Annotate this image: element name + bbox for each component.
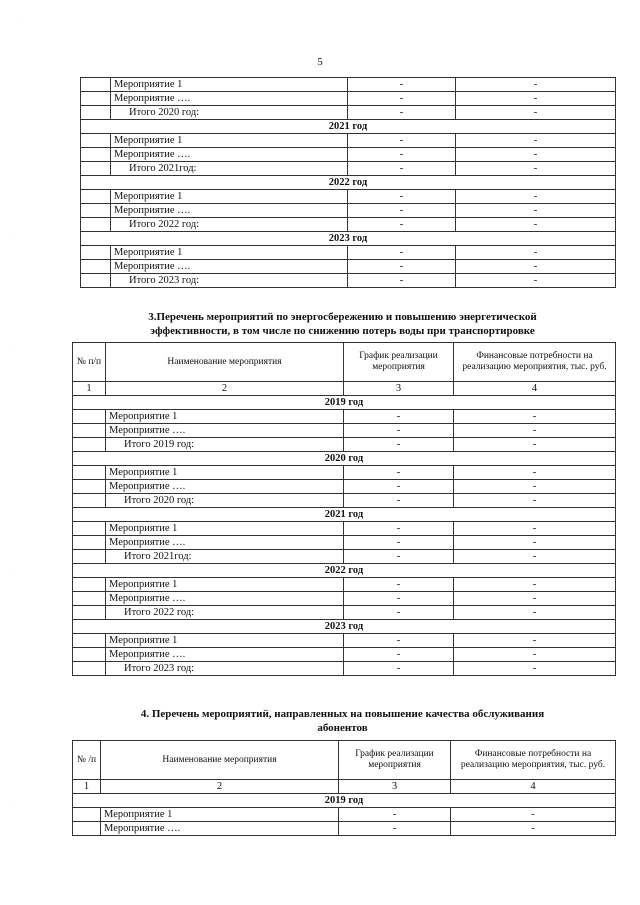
measure-name: Мероприятие 1 <box>106 466 344 480</box>
section-3-title <box>70 310 615 338</box>
schedule-cell: - <box>344 466 454 480</box>
year-label: 2023 год <box>73 620 616 634</box>
schedule-cell: - <box>348 134 456 148</box>
header-row <box>73 343 616 382</box>
scan-speck: ˙ <box>14 804 16 810</box>
finance-cell: - <box>456 92 616 106</box>
total-row <box>81 106 616 120</box>
year-row <box>73 564 616 578</box>
schedule-cell: - <box>348 260 456 274</box>
schedule-cell: - <box>348 162 456 176</box>
row-number-cell <box>81 246 111 260</box>
table-row <box>81 92 616 106</box>
total-row <box>73 438 616 452</box>
measure-name: Итого 2022 год: <box>111 218 348 232</box>
service-quality-table <box>72 740 616 836</box>
year-row <box>73 794 616 808</box>
year-label: 2022 год <box>73 564 616 578</box>
row-number-cell <box>73 808 101 822</box>
table-row <box>81 204 616 218</box>
year-row <box>81 176 616 190</box>
finance-cell: - <box>454 592 616 606</box>
table-row <box>73 536 616 550</box>
measure-name: Мероприятие 1 <box>106 578 344 592</box>
row-number-cell <box>73 438 106 452</box>
column-number: 3 <box>339 780 451 794</box>
finance-cell: - <box>456 274 616 288</box>
table-row <box>73 822 616 836</box>
scan-speck: ˙ <box>20 20 22 26</box>
section-4-title-line-2: абонентов <box>317 722 368 734</box>
section-3-title-line-1: 3.Перечень мероприятий по энергосбережению и повышению энергетической <box>148 311 537 323</box>
finance-cell: - <box>456 148 616 162</box>
measure-name: Мероприятие …. <box>111 148 348 162</box>
total-row <box>81 218 616 232</box>
measure-name: Мероприятие …. <box>106 536 344 550</box>
measure-name: Итого 2021год: <box>106 550 344 564</box>
column-number: 4 <box>451 780 616 794</box>
finance-cell: - <box>454 466 616 480</box>
section-4-title-line-1: 4. Перечень мероприятий, направленных на повышение качества обслуживания <box>140 708 545 720</box>
finance-cell: - <box>454 536 616 550</box>
measure-name: Мероприятие …. <box>106 648 344 662</box>
finance-cell: - <box>454 550 616 564</box>
column-number: 1 <box>73 780 101 794</box>
column-numbers-row <box>73 382 616 396</box>
measure-name: Итого 2019 год: <box>106 438 344 452</box>
schedule-cell: - <box>344 424 454 438</box>
schedule-cell: - <box>344 648 454 662</box>
scan-speck: ˙ <box>14 238 16 244</box>
page-number: 5 <box>317 56 323 68</box>
table-row <box>73 522 616 536</box>
schedule-cell: - <box>348 246 456 260</box>
row-number-cell <box>81 260 111 274</box>
finance-cell: - <box>451 808 616 822</box>
row-number-cell <box>81 78 111 92</box>
finance-cell: - <box>456 134 616 148</box>
table-row <box>81 134 616 148</box>
column-number: 2 <box>106 382 344 396</box>
year-label: 2019 год <box>73 794 616 808</box>
measure-name: Мероприятие …. <box>106 592 344 606</box>
schedule-cell: - <box>348 106 456 120</box>
table-row <box>81 246 616 260</box>
measure-name: Мероприятие 1 <box>106 634 344 648</box>
row-number-cell <box>73 410 106 424</box>
schedule-cell: - <box>344 410 454 424</box>
table-row <box>81 190 616 204</box>
table-row <box>73 424 616 438</box>
measure-name: Мероприятие …. <box>106 424 344 438</box>
measure-name: Мероприятие …. <box>111 260 348 274</box>
header-schedule: График реализации мероприятия <box>344 343 454 382</box>
finance-cell: - <box>454 522 616 536</box>
section-3-title-line-2: эффективности, в том числе по снижению потерь воды при транспортировке <box>150 325 535 337</box>
measure-name: Итого 2020 год: <box>111 106 348 120</box>
header-schedule: График реализации мероприятия <box>339 741 451 780</box>
table-row <box>81 148 616 162</box>
finance-cell: - <box>454 438 616 452</box>
finance-cell: - <box>456 260 616 274</box>
schedule-cell: - <box>344 606 454 620</box>
table-row <box>73 592 616 606</box>
schedule-cell: - <box>344 438 454 452</box>
finance-cell: - <box>456 204 616 218</box>
row-number-cell <box>81 106 111 120</box>
row-number-cell <box>73 822 101 836</box>
finance-cell: - <box>454 410 616 424</box>
table-row <box>73 410 616 424</box>
row-number-cell <box>73 592 106 606</box>
year-label: 2019 год <box>73 396 616 410</box>
finance-cell: - <box>456 78 616 92</box>
measure-name: Итого 2023 год: <box>106 662 344 676</box>
row-number-cell <box>73 648 106 662</box>
finance-cell: - <box>454 424 616 438</box>
measure-name: Итого 2022 год: <box>106 606 344 620</box>
header-num: № п/п <box>73 343 106 382</box>
row-number-cell <box>73 606 106 620</box>
row-number-cell <box>81 204 111 218</box>
total-row <box>73 606 616 620</box>
schedule-cell: - <box>344 522 454 536</box>
row-number-cell <box>81 190 111 204</box>
measure-name: Итого 2020 год: <box>106 494 344 508</box>
header-row <box>73 741 616 780</box>
measure-name: Мероприятие 1 <box>101 808 339 822</box>
year-row <box>73 508 616 522</box>
year-label: 2021 год <box>81 120 616 134</box>
schedule-cell: - <box>344 494 454 508</box>
schedule-cell: - <box>348 218 456 232</box>
schedule-cell: - <box>344 634 454 648</box>
schedule-cell: - <box>344 662 454 676</box>
measure-name: Мероприятие 1 <box>111 134 348 148</box>
finance-cell: - <box>454 606 616 620</box>
finance-cell: - <box>454 634 616 648</box>
row-number-cell <box>81 92 111 106</box>
finance-cell: - <box>454 662 616 676</box>
table-row <box>81 78 616 92</box>
schedule-cell: - <box>348 78 456 92</box>
scan-speck: ˙ <box>12 572 14 578</box>
table-row <box>73 634 616 648</box>
row-number-cell <box>81 148 111 162</box>
year-row <box>81 232 616 246</box>
year-row <box>73 396 616 410</box>
year-label: 2020 год <box>73 452 616 466</box>
year-row <box>73 620 616 634</box>
total-row <box>73 662 616 676</box>
row-number-cell <box>73 466 106 480</box>
measure-name: Мероприятие …. <box>111 204 348 218</box>
schedule-cell: - <box>348 204 456 218</box>
row-number-cell <box>73 578 106 592</box>
column-number: 2 <box>101 780 339 794</box>
column-number: 1 <box>73 382 106 396</box>
measure-name: Мероприятие …. <box>101 822 339 836</box>
year-label: 2023 год <box>81 232 616 246</box>
total-row <box>73 494 616 508</box>
row-number-cell <box>73 480 106 494</box>
row-number-cell <box>81 218 111 232</box>
schedule-cell: - <box>344 578 454 592</box>
schedule-cell: - <box>348 148 456 162</box>
header-num: № /п <box>73 741 101 780</box>
header-finance: Финансовые потребности на реализацию мероприятия, тыс. руб. <box>451 741 616 780</box>
year-row <box>81 120 616 134</box>
year-row <box>73 452 616 466</box>
header-finance: Финансовые потребности на реализацию мероприятия, тыс. руб. <box>454 343 616 382</box>
finance-cell: - <box>456 246 616 260</box>
row-number-cell <box>73 550 106 564</box>
column-number: 3 <box>344 382 454 396</box>
total-row <box>81 274 616 288</box>
row-number-cell <box>73 494 106 508</box>
measure-name: Мероприятие …. <box>106 480 344 494</box>
measure-name: Мероприятие …. <box>111 92 348 106</box>
measure-name: Мероприятие 1 <box>111 190 348 204</box>
row-number-cell <box>73 424 106 438</box>
finance-cell: - <box>451 822 616 836</box>
continuation-table <box>80 77 616 288</box>
row-number-cell <box>73 634 106 648</box>
finance-cell: - <box>454 648 616 662</box>
finance-cell: - <box>456 190 616 204</box>
row-number-cell <box>81 134 111 148</box>
finance-cell: - <box>454 578 616 592</box>
column-number: 4 <box>454 382 616 396</box>
row-number-cell <box>73 536 106 550</box>
table-row <box>73 808 616 822</box>
measure-name: Итого 2021год: <box>111 162 348 176</box>
table-row <box>73 466 616 480</box>
row-number-cell <box>73 522 106 536</box>
table-row <box>81 260 616 274</box>
schedule-cell: - <box>344 480 454 494</box>
section-4-title <box>70 707 615 735</box>
year-label: 2021 год <box>73 508 616 522</box>
schedule-cell: - <box>339 808 451 822</box>
table-row <box>73 648 616 662</box>
total-row <box>81 162 616 176</box>
row-number-cell <box>81 162 111 176</box>
finance-cell: - <box>454 480 616 494</box>
header-name: Наименование мероприятия <box>106 343 344 382</box>
measure-name: Мероприятие 1 <box>111 246 348 260</box>
column-numbers-row <box>73 780 616 794</box>
row-number-cell <box>73 662 106 676</box>
scan-speck: ˙ <box>12 350 14 356</box>
table-row <box>73 480 616 494</box>
header-name: Наименование мероприятия <box>101 741 339 780</box>
schedule-cell: - <box>348 274 456 288</box>
table-row <box>73 578 616 592</box>
finance-cell: - <box>456 162 616 176</box>
total-row <box>73 550 616 564</box>
finance-cell: - <box>456 218 616 232</box>
year-label: 2022 год <box>81 176 616 190</box>
schedule-cell: - <box>348 190 456 204</box>
measure-name: Мероприятие 1 <box>106 522 344 536</box>
schedule-cell: - <box>348 92 456 106</box>
schedule-cell: - <box>344 592 454 606</box>
measure-name: Мероприятие 1 <box>111 78 348 92</box>
finance-cell: - <box>454 494 616 508</box>
row-number-cell <box>81 274 111 288</box>
measure-name: Итого 2023 год: <box>111 274 348 288</box>
measure-name: Мероприятие 1 <box>106 410 344 424</box>
finance-cell: - <box>456 106 616 120</box>
schedule-cell: - <box>339 822 451 836</box>
energy-saving-table <box>72 342 616 676</box>
schedule-cell: - <box>344 550 454 564</box>
schedule-cell: - <box>344 536 454 550</box>
